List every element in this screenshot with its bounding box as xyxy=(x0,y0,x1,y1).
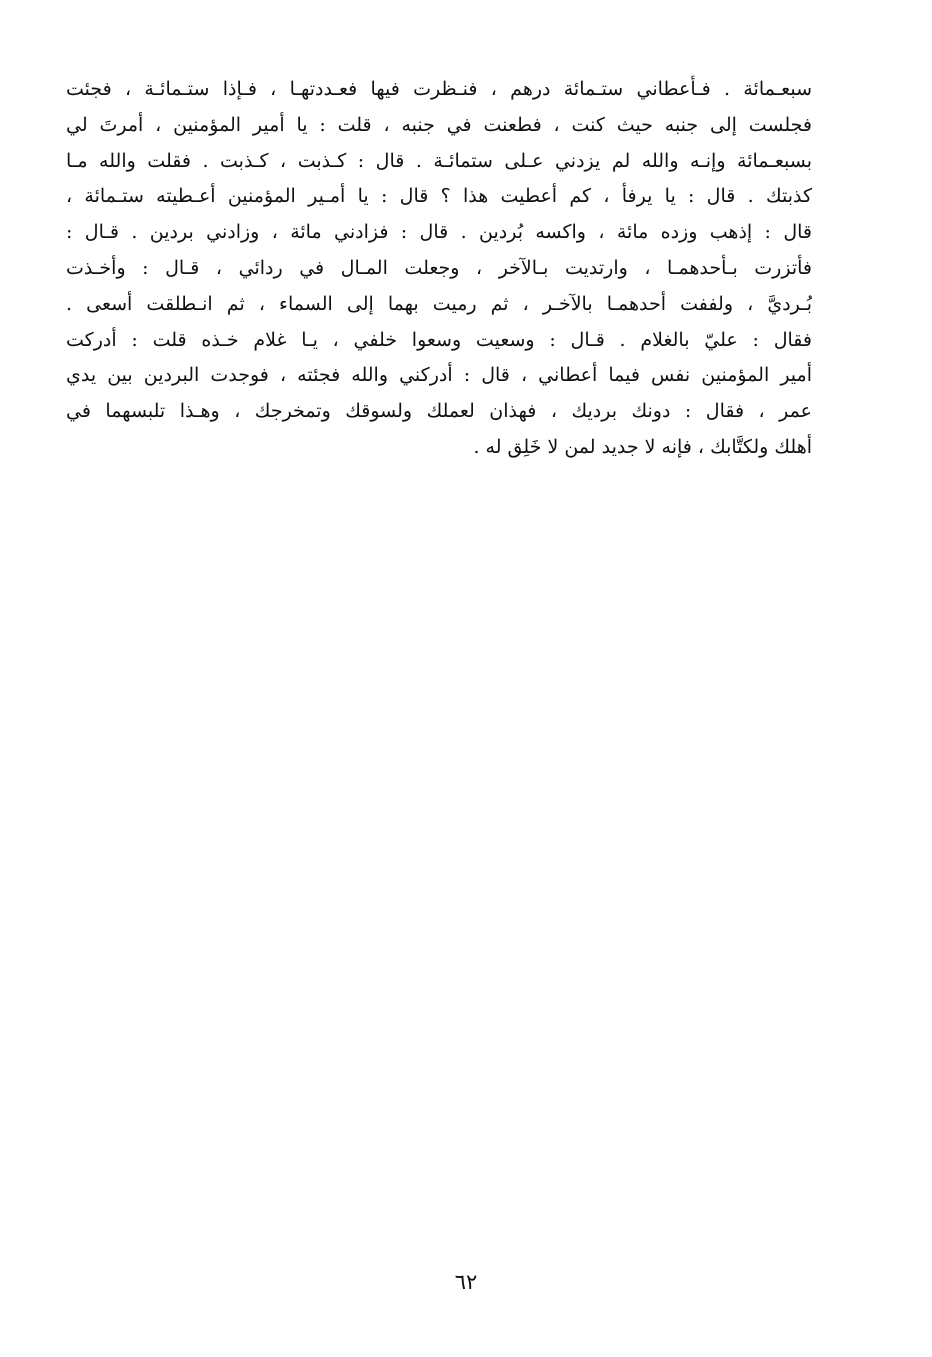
page-number: ٦٢ xyxy=(454,1270,478,1294)
text-line-last: أهلك ولكتَّابك ، فإنه لا جديد لمن لا خَلِق له . xyxy=(473,435,812,458)
text-line: فقال : عليّ بالغلام . قـال : وسعيت وسعوا خلفي ، يـا غلام خـذه قلت : أدركت xyxy=(66,328,812,351)
text-line: بسبعـمائة وإنـه والله لم يزدني عـلى ستمائـة . قال : كـذبت ، كـذبت . فقلت والله مـا xyxy=(66,149,812,172)
text-line: فأتزرت بـأحدهمـا ، وارتديت بـالآخر ، وجعلت المـال في ردائي ، قـال : وأخـذت xyxy=(66,256,812,279)
text-line: أمير المؤمنين نفس فيما أعطاني ، قال : أدركني والله فجئته ، فوجدت البردين بين يدي xyxy=(66,364,812,387)
text-line: كذبتك . قال : يا يرفأ ، كم أعطيت هذا ؟ قال : يا أمـير المؤمنين أعـطيته ستـمائة ، xyxy=(66,185,812,208)
text-line: فجلست إلى جنبه حيث كنت ، فطعنت في جنبه ، قلت : يا أمير المؤمنين ، أمرتَ لي xyxy=(66,113,812,136)
text-line: بُـرديَّ ، ولففت أحدهمـا بالآخـر ، ثم رميت بهما إلى السماء ، ثم انـطلقت أسعى . xyxy=(66,292,812,315)
text-line: سبعـمائة . فـأعطاني ستـمائة درهم ، فنـظرت فيها فعـددتهـا ، فـإذا ستـمائـة ، فجئت xyxy=(66,78,812,100)
body-text xyxy=(66,72,812,466)
text-line: قال : إذهب وزده مائة ، واكسه بُردين . قال : فزادني مائة ، وزادني بردين . قـال : xyxy=(66,221,812,244)
text-line: عمر ، فقال : دونك برديك ، فهذان لعملك ولسوقك وتمخرجك ، وهـذا تلبسهما في xyxy=(66,400,812,423)
